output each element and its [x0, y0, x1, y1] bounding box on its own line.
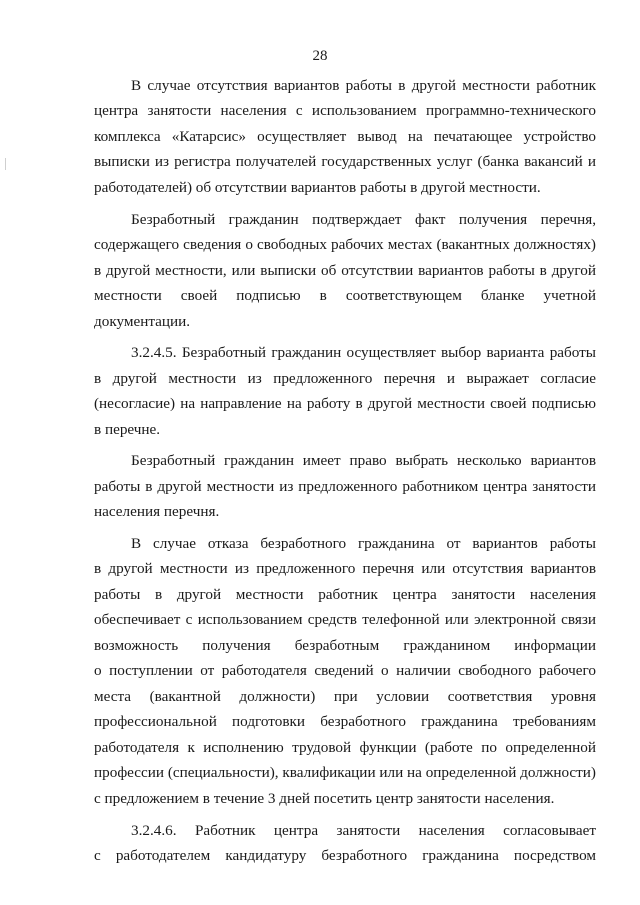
text-line: о поступлении от работодателя сведений о наличии свободного рабочего: [94, 662, 596, 679]
text-line: возможность получения безработным гражданином информации: [94, 637, 596, 654]
text-line: профессиональной подготовки безработного гражданина требованиям: [94, 713, 596, 730]
text-line: 3.2.4.5. Безработный гражданин осуществляет выбор варианта работы: [131, 344, 596, 361]
text-line: местности своей подписью в соответствующем бланке учетной: [94, 287, 596, 304]
text-line: в другой местности, или выписки об отсутствии вариантов работы в другой: [94, 262, 596, 279]
text-line: обеспечивает с использованием средств телефонной или электронной связи: [94, 611, 596, 628]
text-line: места (вакантной должности) при условии соответствия уровня: [94, 688, 596, 705]
text-line: в перечне.: [94, 421, 161, 438]
text-line: В случае отказа безработного гражданина от вариантов работы: [131, 535, 596, 552]
text-line: работодателя к исполнению трудовой функции (работе по определенной: [94, 739, 596, 756]
text-line: Безработный гражданин имеет право выбрать несколько вариантов: [131, 452, 596, 469]
text-line: документации.: [94, 313, 191, 330]
text-line: работы в другой местности работник центра занятости населения: [94, 586, 596, 603]
text-line: в другой местности из предложенного перечня и выражает согласие: [94, 370, 596, 387]
text-line: работы в другой местности из предложенного работником центра занятости: [94, 478, 596, 495]
text-line: (несогласие) на направление на работу в другой местности своей подписью: [94, 395, 596, 412]
text-line: В случае отсутствия вариантов работы в другой местности работник: [131, 77, 596, 94]
text-line: комплекса «Катарсис» осуществляет вывод на печатающее устройство: [94, 128, 596, 145]
text-line: 3.2.4.6. Работник центра занятости населения согласовывает: [131, 822, 596, 839]
page-number: 28: [312, 48, 328, 64]
text-line: в другой местности из предложенного перечня или отсутствия вариантов: [94, 560, 596, 577]
text-line: профессии (специальности), квалификации или на определенной должности): [94, 764, 596, 781]
text-line: Безработный гражданин подтверждает факт получения перечня,: [131, 211, 596, 228]
scan-margin-mark: [5, 158, 6, 170]
text-line: центра занятости населения с использованием программно-технического: [94, 102, 596, 119]
text-line: с предложением в течение 3 дней посетить центр занятости населения.: [94, 790, 555, 807]
text-line: работодателей) об отсутствии вариантов работы в другой местности.: [94, 179, 541, 196]
text-line: содержащего сведения о свободных рабочих местах (вакантных должностях): [94, 236, 596, 253]
text-line: с работодателем кандидатуру безработного гражданина посредством: [94, 847, 596, 864]
text-line: населения перечня.: [94, 503, 220, 520]
text-line: выписки из регистра получателей государственных услуг (банка вакансий и: [94, 153, 596, 170]
